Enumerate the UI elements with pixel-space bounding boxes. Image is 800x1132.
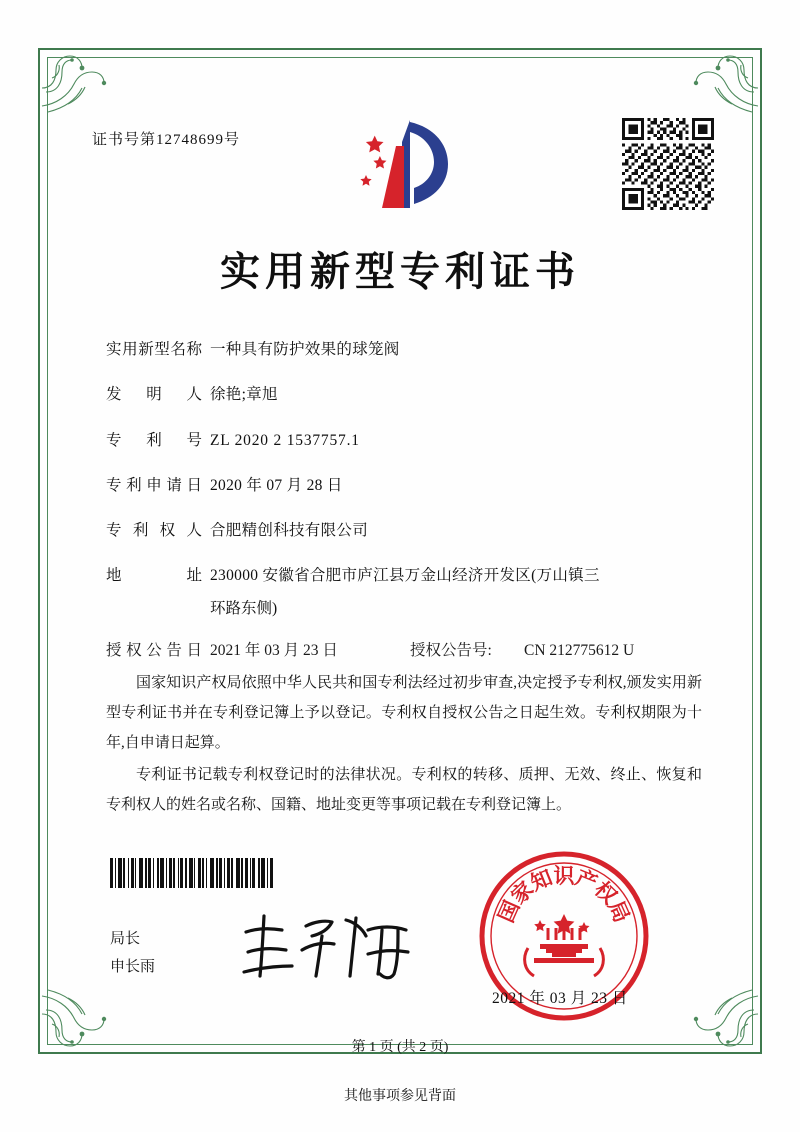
svg-text:局: 局 [603, 896, 635, 927]
field-row-patentee [106, 519, 704, 542]
page-title: 实用新型专利证书 [220, 248, 580, 295]
svg-text:国: 国 [493, 896, 525, 927]
field-label-grant-number: 授权公告号: [410, 641, 492, 659]
field-label: 地址 [106, 567, 202, 585]
svg-text:识: 识 [553, 863, 575, 888]
corner-ornament-icon [688, 48, 762, 122]
director-title-label: 局长 [110, 931, 141, 947]
signature-block [110, 925, 155, 981]
field-label: 专利申请日 [106, 476, 202, 494]
qr-code-icon [622, 118, 714, 210]
field-label: 专利权人 [106, 522, 202, 539]
field-value: 徐艳;章旭 [210, 386, 278, 404]
footnote: 其他事项参见背面 [344, 1089, 456, 1104]
field-value-grant-number: CN 212775612 U [524, 641, 635, 659]
field-label-grant-date: 授权公告日 [106, 641, 202, 659]
field-value: 合肥精创科技有限公司 [210, 522, 369, 539]
svg-text:知: 知 [526, 864, 556, 896]
field-value-address-line2: 环路东侧) [210, 599, 278, 617]
paragraph-1: 国家知识产权局依照中华人民共和国专利法经过初步审查,决定授予专利权,颁发实用新型专利证书并在专利登记簿上予以登记。专利权自授权公告之日起生效。专利权期限为十年,自申请日起算。 [106, 675, 702, 751]
field-row-grant [106, 638, 704, 660]
svg-text:家: 家 [505, 876, 539, 909]
body-text [106, 668, 702, 822]
field-list [106, 338, 704, 666]
field-label: 发明人 [106, 386, 202, 404]
field-row-name [106, 338, 704, 361]
seal-date: 2021 年 03 月 23 日 [492, 990, 628, 1007]
field-value: 230000 安徽省合肥市庐江县万金山经济开发区(万山镇三 [210, 567, 600, 585]
field-row-address [106, 564, 704, 587]
field-value-grant-date: 2021 年 03 月 23 日 [210, 641, 338, 659]
svg-text:产: 产 [572, 864, 602, 896]
field-value: 2020 年 07 月 28 日 [210, 476, 343, 494]
paragraph-2: 专利证书记载专利权登记时的法律状况。专利权的转移、质押、无效、终止、恢复和专利权人的姓名或名称、国籍、地址变更等事项记载在专利登记簿上。 [106, 767, 702, 813]
field-row-inventor [106, 383, 704, 406]
field-label: 实用新型名称 [106, 341, 202, 358]
field-label: 专利号 [106, 431, 202, 449]
cnipa-logo-icon [352, 112, 472, 220]
corner-ornament-icon [38, 48, 112, 122]
barcode-icon [110, 858, 320, 888]
field-row-patent-number [106, 429, 704, 452]
field-row-application-date [106, 474, 704, 497]
field-value: ZL 2020 2 1537757.1 [210, 431, 360, 449]
page-number: 第 1 页 (共 2 页) [351, 1040, 449, 1055]
field-value: 一种具有防护效果的球笼阀 [210, 341, 400, 358]
certificate-number: 证书号第12748699号 [92, 132, 241, 148]
director-name-label: 申长雨 [110, 959, 156, 975]
handwritten-signature-icon [236, 906, 416, 986]
svg-text:权: 权 [589, 876, 623, 909]
